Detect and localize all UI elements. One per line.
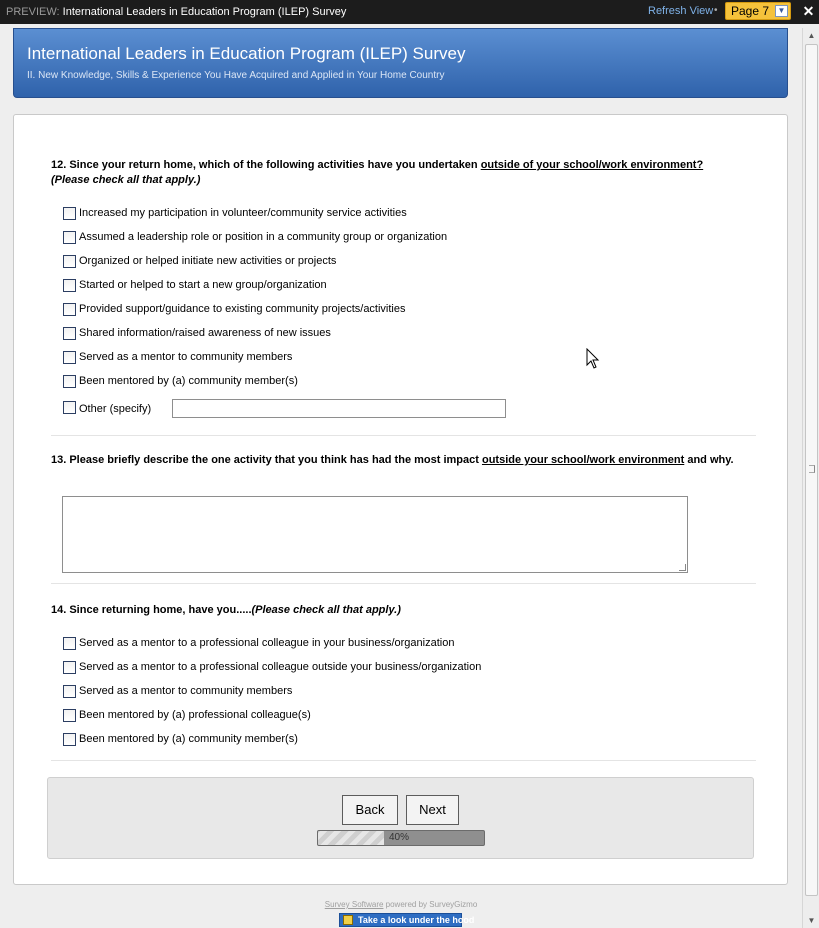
- question-13-textarea[interactable]: [62, 496, 688, 573]
- separator-dot: •: [714, 5, 718, 16]
- divider: [51, 760, 756, 761]
- q12-option-label: Provided support/guidance to existing community projects/activities: [79, 303, 406, 315]
- q14-option-label: Been mentored by (a) community member(s): [79, 733, 298, 745]
- scroll-grip-icon: [809, 465, 815, 473]
- question-14-note: (Please check all that apply.): [251, 604, 401, 616]
- chevron-down-icon[interactable]: ▼: [775, 5, 788, 17]
- mouse-cursor-icon: [586, 348, 600, 370]
- page-select-value: Page 7: [731, 4, 770, 18]
- divider: [51, 583, 756, 584]
- survey-software-link[interactable]: Survey Software: [324, 900, 384, 909]
- q12-checkbox[interactable]: [63, 207, 76, 220]
- question-14-prefix: 14. Since returning home, have you.....: [51, 604, 252, 616]
- question-14-text: [51, 603, 756, 618]
- question-13-underlined: outside your school/work environment: [481, 454, 685, 466]
- vertical-scrollbar[interactable]: [802, 28, 819, 928]
- refresh-view-link[interactable]: Refresh View: [648, 5, 714, 17]
- q12-checkbox[interactable]: [63, 375, 76, 388]
- gizmo-icon: [343, 915, 353, 925]
- q12-checkbox[interactable]: [63, 303, 76, 316]
- q14-checkbox[interactable]: [63, 661, 76, 674]
- page-select[interactable]: [725, 2, 791, 20]
- q12-checkbox[interactable]: [63, 231, 76, 244]
- survey-page: [13, 114, 788, 885]
- question-12-prefix: 12. Since your return home, which of the following activities have you undertaken: [51, 159, 481, 171]
- q12-checkbox[interactable]: [63, 401, 76, 414]
- question-12-underlined: outside of your school/work environment?: [480, 159, 704, 171]
- preview-title: [6, 6, 346, 18]
- section-subtitle: II. New Knowledge, Skills & Experience You Have Acquired and Applied in Your Home Country: [27, 70, 445, 81]
- q14-checkbox[interactable]: [63, 685, 76, 698]
- q12-option-label: Other (specify): [79, 403, 152, 415]
- other-specify-input[interactable]: [172, 399, 506, 418]
- scroll-thumb[interactable]: [805, 44, 818, 896]
- progress-fill: [318, 831, 384, 845]
- q12-option-label: Assumed a leadership role or position in a community group or organization: [79, 231, 448, 243]
- surveygizmo-link[interactable]: SurveyGizmo: [429, 900, 478, 909]
- preview-prefix: PREVIEW:: [6, 6, 60, 18]
- resize-grip-icon[interactable]: [679, 564, 686, 571]
- q14-option-label: Served as a mentor to a professional colleague in your business/organization: [79, 637, 455, 649]
- q12-checkbox[interactable]: [63, 255, 76, 268]
- q12-checkbox[interactable]: [63, 279, 76, 292]
- progress-text: 40%: [389, 832, 410, 843]
- scroll-up-icon[interactable]: ▲: [807, 31, 816, 40]
- question-13-prefix: 13. Please briefly describe the one activity that you think has had the most impact: [51, 454, 482, 466]
- close-icon[interactable]: ✕: [802, 3, 815, 19]
- under-the-hood-button[interactable]: [339, 913, 475, 927]
- q12-option-label: Started or helped to start a new group/organization: [79, 279, 327, 291]
- q14-option-label: Been mentored by (a) professional colleague(s): [79, 709, 311, 721]
- footer-credit: [0, 900, 802, 909]
- next-button[interactable]: Next: [406, 795, 459, 825]
- q12-option-label: Served as a mentor to community members: [79, 351, 293, 363]
- q12-option-label: Shared information/raised awareness of new issues: [79, 327, 331, 339]
- divider: [51, 435, 756, 436]
- q14-checkbox[interactable]: [63, 637, 76, 650]
- preview-survey-title: International Leaders in Education Program (ILEP) Survey: [62, 6, 347, 18]
- question-13-suffix: and why.: [684, 454, 734, 466]
- footer-mid-text: powered by: [383, 900, 430, 909]
- q14-option-label: Served as a mentor to community members: [79, 685, 293, 697]
- under-the-hood-label: Take a look under the hood: [358, 915, 475, 925]
- progress-bar: [317, 830, 485, 846]
- q12-checkbox[interactable]: [63, 327, 76, 340]
- question-13-text: [51, 453, 756, 468]
- navigation-panel: [47, 777, 754, 859]
- q12-option-label: Been mentored by (a) community member(s): [79, 375, 298, 387]
- back-button[interactable]: Back: [342, 795, 398, 825]
- q14-checkbox[interactable]: [63, 733, 76, 746]
- q12-checkbox[interactable]: [63, 351, 76, 364]
- q12-option-label: Organized or helped initiate new activities or projects: [79, 255, 337, 267]
- question-12-text: [51, 158, 756, 188]
- question-12-note: (Please check all that apply.): [51, 174, 201, 186]
- survey-header: [13, 28, 788, 98]
- q14-checkbox[interactable]: [63, 709, 76, 722]
- q12-option-label: Increased my participation in volunteer/community service activities: [79, 207, 407, 219]
- preview-bar: [0, 0, 819, 24]
- survey-title: International Leaders in Education Program (ILEP) Survey: [27, 44, 466, 63]
- scroll-down-icon[interactable]: ▼: [807, 916, 816, 925]
- q14-option-label: Served as a mentor to a professional colleague outside your business/organization: [79, 661, 482, 673]
